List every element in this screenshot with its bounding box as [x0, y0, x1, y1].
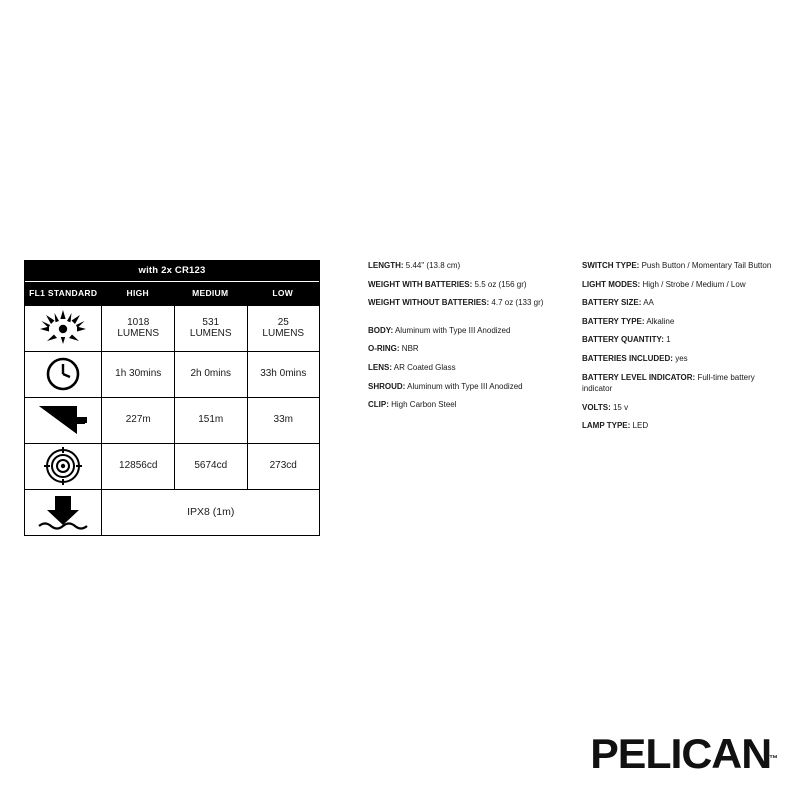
cell-beam-distance-medium: 151m: [174, 398, 247, 443]
spec-clip: [368, 399, 564, 411]
cell-runtime-high: 1h 30mins: [101, 352, 174, 397]
spec-length: [368, 260, 564, 272]
spec-battery-level-indicator: [582, 372, 782, 395]
spec-volts-key: VOLTS:: [582, 402, 611, 412]
spec-lens-key: LENS:: [368, 362, 392, 372]
beam-distance-icon: [25, 398, 101, 443]
spec-light-modes-key: LIGHT MODES:: [582, 279, 641, 289]
column-header-fl1-standard: FL1 STANDARD: [29, 287, 98, 298]
spec-weight-with-batteries: [368, 279, 564, 291]
spec-shroud-value: Aluminum with Type III Anodized: [407, 381, 523, 391]
trademark-symbol: ™: [769, 753, 778, 764]
water-submersion-icon: [25, 490, 101, 535]
spec-battery-type: [582, 316, 782, 328]
cell-lumens-low-value: 25: [277, 316, 289, 328]
table-row-runtime: [25, 351, 319, 397]
cell-lumens-medium: [174, 306, 247, 351]
spec-batteries-included-key: BATTERIES INCLUDED:: [582, 353, 673, 363]
column-header-high: HIGH: [126, 287, 149, 298]
spec-o-ring: [368, 343, 564, 355]
spec-lens: [368, 362, 564, 374]
spec-battery-level-indicator-value: Full-time battery indicator: [582, 372, 755, 394]
spec-shroud: [368, 381, 564, 393]
cell-peak-intensity-high: 12856cd: [101, 444, 174, 489]
cell-peak-intensity-medium: 5674cd: [174, 444, 247, 489]
table-header-row: [25, 281, 319, 305]
spec-light-modes: [582, 279, 782, 291]
cell-lumens-medium-unit: LUMENS: [189, 328, 232, 339]
spec-body-key: BODY:: [368, 325, 394, 335]
pelican-logo: [589, 730, 778, 778]
spec-battery-quantity-value: 1: [666, 335, 671, 345]
table-title: with 2x CR123: [25, 261, 319, 281]
sunburst-icon: [25, 306, 101, 351]
clock-icon: [25, 352, 101, 397]
cell-lumens-medium-value: 531: [202, 316, 220, 328]
spec-lamp-type-value: LED: [632, 421, 649, 431]
spec-switch-type: [582, 260, 782, 272]
spec-battery-level-indicator-key: BATTERY LEVEL INDICATOR:: [582, 372, 696, 382]
spec-switch-type-key: SWITCH TYPE:: [582, 261, 640, 270]
cell-beam-distance-high: 227m: [101, 398, 174, 443]
spec-battery-quantity: [582, 334, 782, 346]
specs-column-right: [582, 260, 782, 439]
spec-weight-without-batteries-key: WEIGHT WITHOUT BATTERIES:: [368, 298, 490, 308]
target-intensity-icon: [25, 444, 101, 489]
spec-volts: [582, 402, 782, 414]
spec-body: [368, 325, 564, 337]
spec-length-key: LENGTH:: [368, 261, 404, 270]
spec-weight-with-batteries-value: 5.5 oz (156 gr): [474, 279, 527, 289]
spec-batteries-included-value: yes: [675, 353, 688, 363]
spec-weight-without-batteries: [368, 297, 564, 309]
column-header-medium: MEDIUM: [192, 287, 229, 298]
spec-weight-with-batteries-key: WEIGHT WITH BATTERIES:: [368, 279, 473, 289]
spec-switch-type-value: Push Button / Momentary Tail Button: [641, 261, 772, 270]
spec-length-value: 5.44" (13.8 cm): [405, 261, 461, 270]
table-row-peak-intensity: [25, 443, 319, 489]
spec-battery-type-key: BATTERY TYPE:: [582, 316, 645, 326]
cell-runtime-low: 33h 0mins: [247, 352, 320, 397]
specs-column-left: [368, 260, 564, 418]
spec-batteries-included: [582, 353, 782, 365]
spec-clip-key: CLIP:: [368, 400, 389, 410]
cell-lumens-high-value: 1018: [127, 316, 150, 328]
cell-lumens-low: [247, 306, 320, 351]
spec-battery-type-value: Alkaline: [646, 316, 675, 326]
spec-o-ring-value: NBR: [401, 344, 419, 354]
spec-shroud-key: SHROUD:: [368, 381, 406, 391]
table-row-water-resistance: [25, 489, 319, 535]
spec-volts-value: 15 v: [612, 402, 629, 412]
spec-o-ring-key: O-RING:: [368, 344, 400, 354]
spec-battery-size-value: AA: [643, 298, 654, 308]
column-header-low: LOW: [272, 287, 294, 298]
cell-lumens-high-unit: LUMENS: [117, 328, 160, 339]
spec-lamp-type: [582, 420, 782, 432]
cell-runtime-medium: 2h 0mins: [174, 352, 247, 397]
spec-battery-size-key: BATTERY SIZE:: [582, 298, 642, 308]
spec-body-value: Aluminum with Type III Anodized: [394, 325, 511, 335]
cell-lumens-low-unit: LUMENS: [262, 328, 305, 339]
spec-weight-without-batteries-value: 4.7 oz (133 gr): [491, 298, 544, 308]
fl1-standard-spec-table: [24, 260, 320, 536]
spec-lamp-type-key: LAMP TYPE:: [582, 421, 631, 431]
cell-water-resistance: IPX8 (1m): [101, 490, 319, 535]
spec-clip-value: High Carbon Steel: [391, 400, 457, 410]
cell-lumens-high: [101, 306, 174, 351]
spec-lens-value: AR Coated Glass: [393, 362, 456, 372]
table-row-lumens: [25, 305, 319, 351]
spec-battery-size: [582, 297, 782, 309]
cell-beam-distance-low: 33m: [247, 398, 320, 443]
cell-peak-intensity-low: 273cd: [247, 444, 320, 489]
pelican-logo-wordmark: PELICAN: [589, 730, 771, 777]
spec-light-modes-value: High / Strobe / Medium / Low: [642, 279, 746, 289]
spec-battery-quantity-key: BATTERY QUANTITY:: [582, 335, 664, 345]
table-row-beam-distance: [25, 397, 319, 443]
